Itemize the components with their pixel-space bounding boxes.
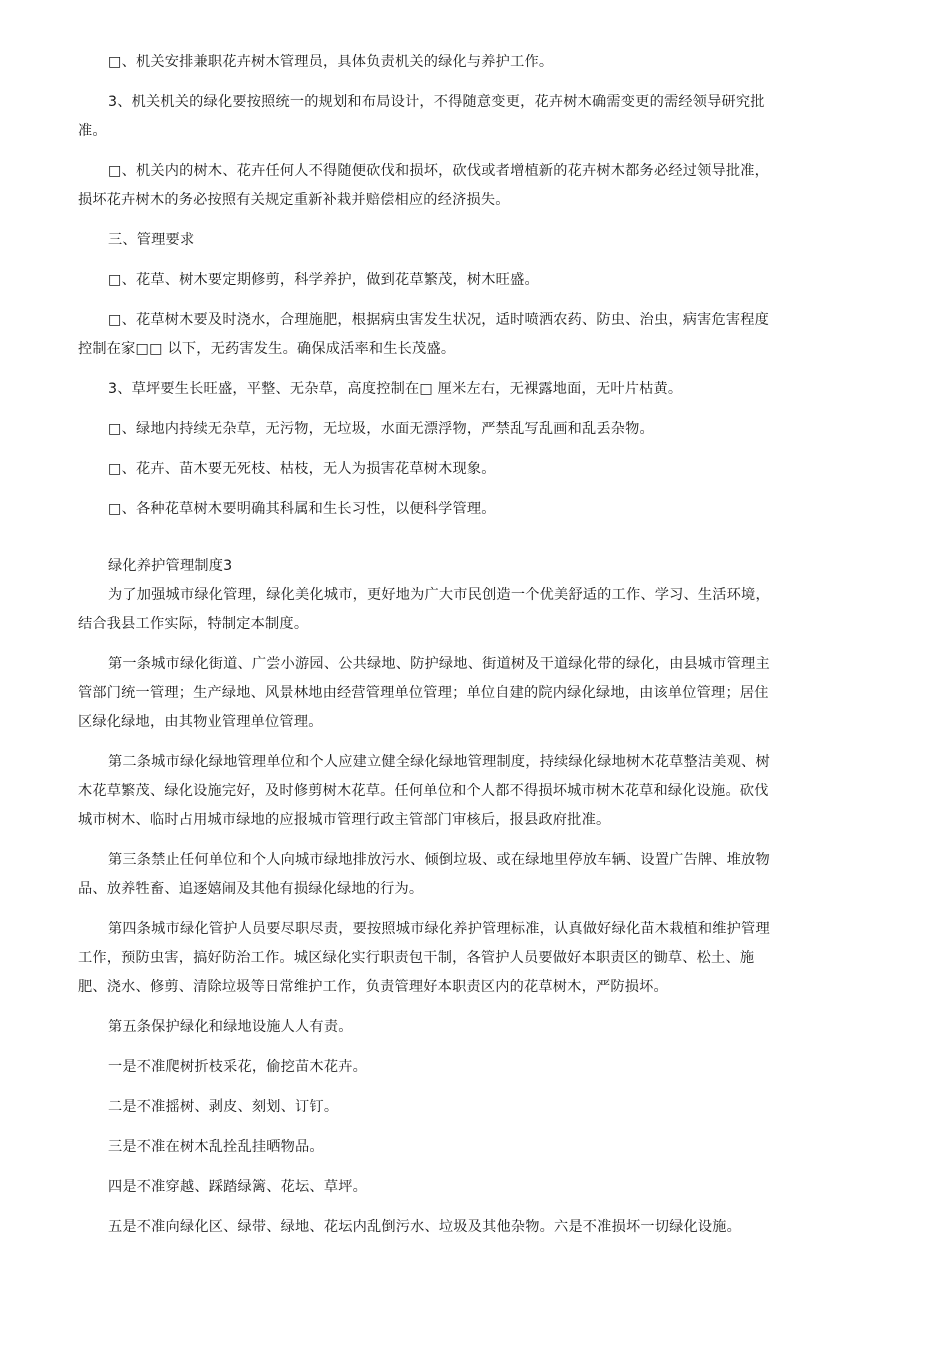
paragraph: □、花草树木要及时浇水，合理施肥，根据病虫害发生状况，适时喷洒农药、防虫、治虫，病害危害程度控制在家□□ 以下，无药害发生。确保成活率和生长茂盛。 (78, 312, 770, 357)
section-heading: 三、管理要求 (108, 232, 195, 248)
paragraph: □、花卉、苗木要无死枝、枯枝，无人为损害花草树木现象。 (108, 461, 496, 477)
paragraph: 第四条城市绿化管护人员要尽职尽责，要按照城市绿化养护管理标准，认真做好绿化苗木栽植和维护管理工作，预防虫害，搞好防治工作。城区绿化实行职责包干制，各管护人员要做好本职责区的锄草、松土、施肥、浇水、修剪、清除垃圾等日常维护工作，负责管理好本职责区内的花草树木，严防损坏。 (78, 921, 770, 995)
paragraph: □、机关安排兼职花卉树木管理员，具体负责机关的绿化与养护工作。 (108, 54, 554, 70)
paragraph: 二是不准摇树、剥皮、刻划、订钉。 (108, 1099, 339, 1115)
paragraph: 四是不准穿越、踩踏绿篱、花坛、草坪。 (108, 1179, 367, 1195)
paragraph: □、各种花草树木要明确其科属和生长习性，以便科学管理。 (108, 501, 496, 517)
paragraph: 一是不准爬树折枝采花，偷挖苗木花卉。 (108, 1059, 367, 1075)
document-title: 绿化养护管理制度3 (108, 558, 233, 574)
paragraph: 三是不准在树木乱拴乱挂晒物品。 (108, 1139, 324, 1155)
paragraph: 第三条禁止任何单位和个人向城市绿地排放污水、倾倒垃圾、或在绿地里停放车辆、设置广告牌、堆放物品、放养牲畜、追逐嬉闹及其他有损绿化绿地的行为。 (78, 852, 770, 897)
paragraph: □、机关内的树木、花卉任何人不得随便砍伐和损坏，砍伐或者增植新的花卉树木都务必经过领导批准，损坏花卉树木的务必按照有关规定重新补栽并赔偿相应的经济损失。 (78, 163, 770, 208)
paragraph: 五是不准向绿化区、绿带、绿地、花坛内乱倒污水、垃圾及其他杂物。六是不准损坏一切绿化设施。 (108, 1219, 742, 1235)
paragraph: 3、机关机关的绿化要按照统一的规划和布局设计，不得随意变更，花卉树木确需变更的需经领导研究批准。 (78, 94, 765, 139)
paragraph: □、绿地内持续无杂草，无污物，无垃圾，水面无漂浮物，严禁乱写乱画和乱丢杂物。 (108, 421, 654, 437)
paragraph: □、花草、树木要定期修剪，科学养护，做到花草繁茂，树木旺盛。 (108, 272, 539, 288)
paragraph: 第一条城市绿化街道、广尝小游园、公共绿地、防护绿地、街道树及干道绿化带的绿化，由县城市管理主管部门统一管理；生产绿地、风景林地由经营管理单位管理；单位自建的院内绿化绿地，由该单位管理；居住区绿化绿地，由其物业管理单位管理。 (78, 656, 770, 730)
paragraph: 第二条城市绿化绿地管理单位和个人应建立健全绿化绿地管理制度，持续绿化绿地树木花草整洁美观、树木花草繁茂、绿化设施完好，及时修剪树木花草。任何单位和个人都不得损坏城市树木花草和绿化设施。砍伐城市树木、临时占用城市绿地的应报城市管理行政主管部门审核后，报县政府批准。 (78, 754, 770, 828)
paragraph: 第五条保护绿化和绿地设施人人有责。 (108, 1019, 353, 1035)
paragraph: 3、草坪要生长旺盛，平整、无杂草，高度控制在□ 厘米左右，无裸露地面，无叶片枯黄。 (108, 381, 683, 397)
document-page (78, 48, 778, 1253)
paragraph: 为了加强城市绿化管理，绿化美化城市，更好地为广大市民创造一个优美舒适的工作、学习、生活环境，结合我县工作实际，特制定本制度。 (78, 587, 770, 632)
